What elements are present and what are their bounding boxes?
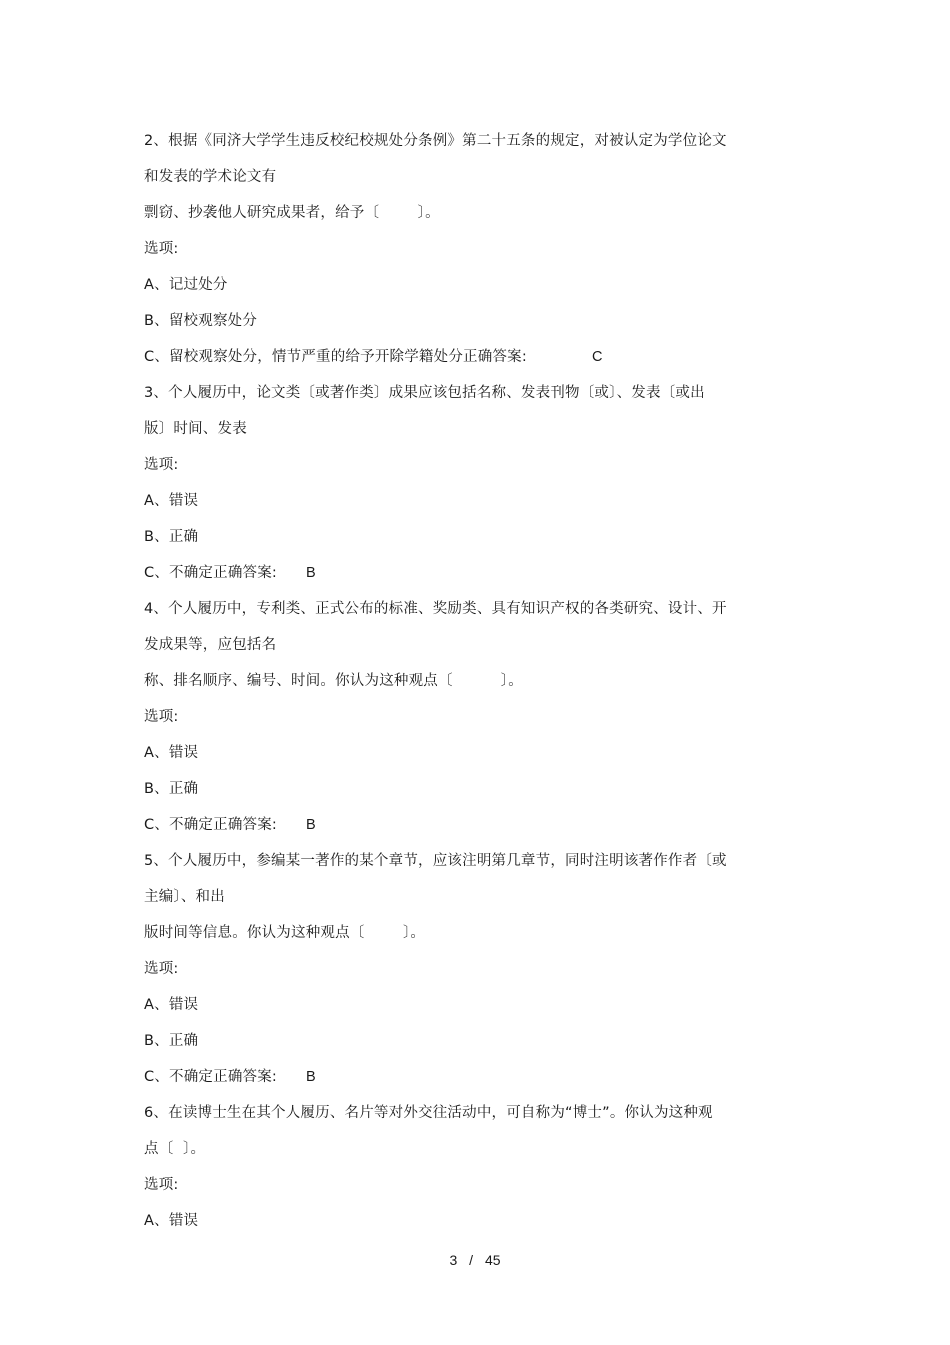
question-2-option-a: A、记过处分 — [144, 277, 228, 293]
question-2-line-3: 剽窃、抄袭他人研究成果者，给予〔 〕。 — [144, 205, 440, 221]
question-5-options-label: 选项: — [144, 961, 179, 977]
question-3-option-c: C、不确定正确答案: — [144, 565, 278, 581]
question-6-line-2: 点〔 〕。 — [144, 1141, 206, 1157]
question-3-line-2: 版〕时间、发表 — [144, 421, 247, 437]
question-5-option-c: C、不确定正确答案: — [144, 1069, 278, 1085]
question-2-option-b: B、留校观察处分 — [144, 313, 258, 329]
question-5-option-a: A、错误 — [144, 997, 199, 1013]
question-2-options-label: 选项: — [144, 241, 179, 257]
question-4-line-3: 称、排名顺序、编号、时间。你认为这种观点〔 〕。 — [144, 673, 523, 689]
question-5-option-b: B、正确 — [144, 1033, 199, 1049]
question-3-option-a: A、错误 — [144, 493, 199, 509]
question-5-line-3: 版时间等信息。你认为这种观点〔 〕。 — [144, 925, 426, 941]
question-4-line-1: 4、个人履历中，专利类、正式公布的标准、奖励类、具有知识产权的各类研究、设计、开 — [144, 601, 727, 617]
question-5-line-2: 主编〕、和出 — [144, 889, 225, 905]
question-2-line-2: 和发表的学术论文有 — [144, 169, 277, 185]
question-4-option-b: B、正确 — [144, 781, 199, 797]
question-3-option-b: B、正确 — [144, 529, 199, 545]
question-3-answer: B — [306, 565, 316, 581]
page-number — [0, 1250, 950, 1270]
question-4-option-c: C、不确定正确答案: — [144, 817, 278, 833]
question-5-line-1: 5、个人履历中，参编某一著作的某个章节，应该注明第几章节，同时注明该著作作者〔或 — [144, 853, 727, 869]
total-pages: 45 — [484, 1252, 501, 1268]
question-4-option-a: A、错误 — [144, 745, 199, 761]
question-3-options-label: 选项: — [144, 457, 179, 473]
question-2-line-1: 2、根据《同济大学学生违反校纪校规处分条例》第二十五条的规定，对被认定为学位论文 — [144, 133, 727, 149]
question-4-options-label: 选项: — [144, 709, 179, 725]
question-6-option-a: A、错误 — [144, 1213, 199, 1229]
question-3-line-1: 3、个人履历中，论文类〔或著作类〕成果应该包括名称、发表刊物〔或〕、发表〔或出 — [144, 385, 705, 401]
current-page: 3 — [449, 1252, 458, 1268]
question-6-line-1: 6、在读博士生在其个人履历、名片等对外交往活动中，可自称为“博士”。你认为这种观 — [144, 1105, 713, 1121]
question-2-answer: C — [592, 349, 603, 365]
question-4-line-2: 发成果等，应包括名 — [144, 637, 277, 653]
question-4-answer: B — [306, 817, 316, 833]
question-6-options-label: 选项: — [144, 1177, 179, 1193]
page-separator: / — [469, 1252, 474, 1268]
question-2-option-c: C、留校观察处分，情节严重的给予开除学籍处分正确答案: — [144, 349, 527, 365]
question-5-answer: B — [306, 1069, 316, 1085]
